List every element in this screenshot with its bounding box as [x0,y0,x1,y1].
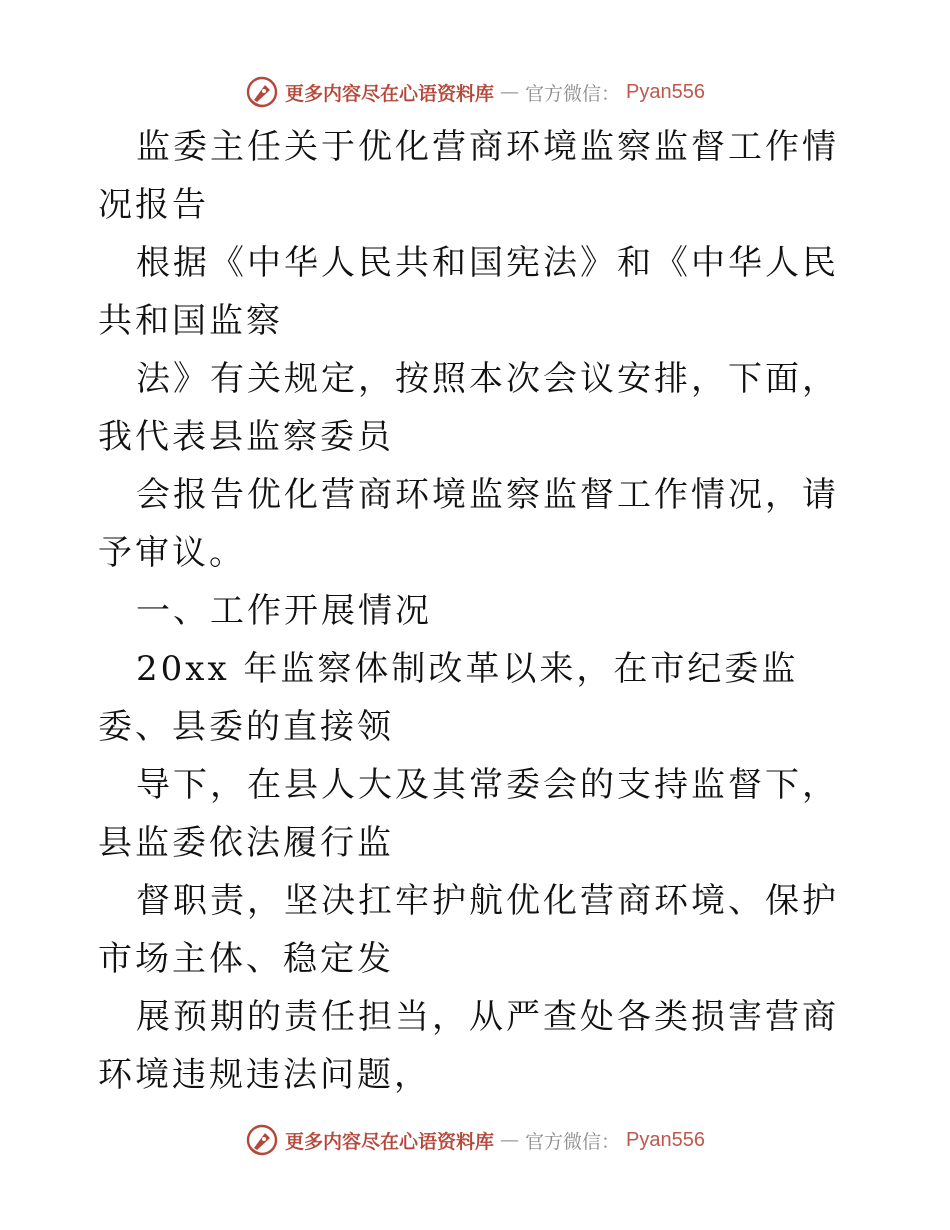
document-body [98,118,858,1104]
paragraph: 督职责，坚决扛牢护航优化营商环境、保护市场主体、稳定发 [98,881,839,979]
footer-watermark [0,1120,950,1160]
watermark-site-text: 更多内容尽在心语资料库 [285,1130,495,1153]
watermark-official-label: 官方微信： [525,82,621,105]
watermark-wechat-id: Pyan556 [626,1128,705,1151]
watermark-dash: — [500,1129,520,1151]
paragraph: 法》有关规定，按照本次会议安排，下面，我代表县监察委员 [98,359,839,457]
watermark-dash: — [500,81,520,103]
header-watermark [0,72,950,112]
watermark-site-text: 更多内容尽在心语资料库 [285,82,495,105]
paragraph: 20xx 年监察体制改革以来，在市纪委监委、县委的直接领 [98,649,799,747]
paragraph: 导下，在县人大及其常委会的支持监督下，县监委依法履行监 [98,765,839,863]
section-heading: 一、工作开展情况 [136,591,432,631]
paragraph: 会报告优化营商环境监察监督工作情况，请予审议。 [98,475,839,573]
paragraph: 展预期的责任担当，从严查处各类损害营商环境违规违法问题， [98,997,839,1095]
paragraph: 根据《中华人民共和国宪法》和《中华人民共和国监察 [98,243,839,341]
watermark-wechat-id: Pyan556 [626,80,705,103]
pen-nib-logo-icon [245,75,279,109]
document-title: 监委主任关于优化营商环境监察监督工作情况报告 [98,127,839,225]
watermark-official-label: 官方微信： [525,1130,621,1153]
pen-nib-logo-icon [245,1123,279,1157]
